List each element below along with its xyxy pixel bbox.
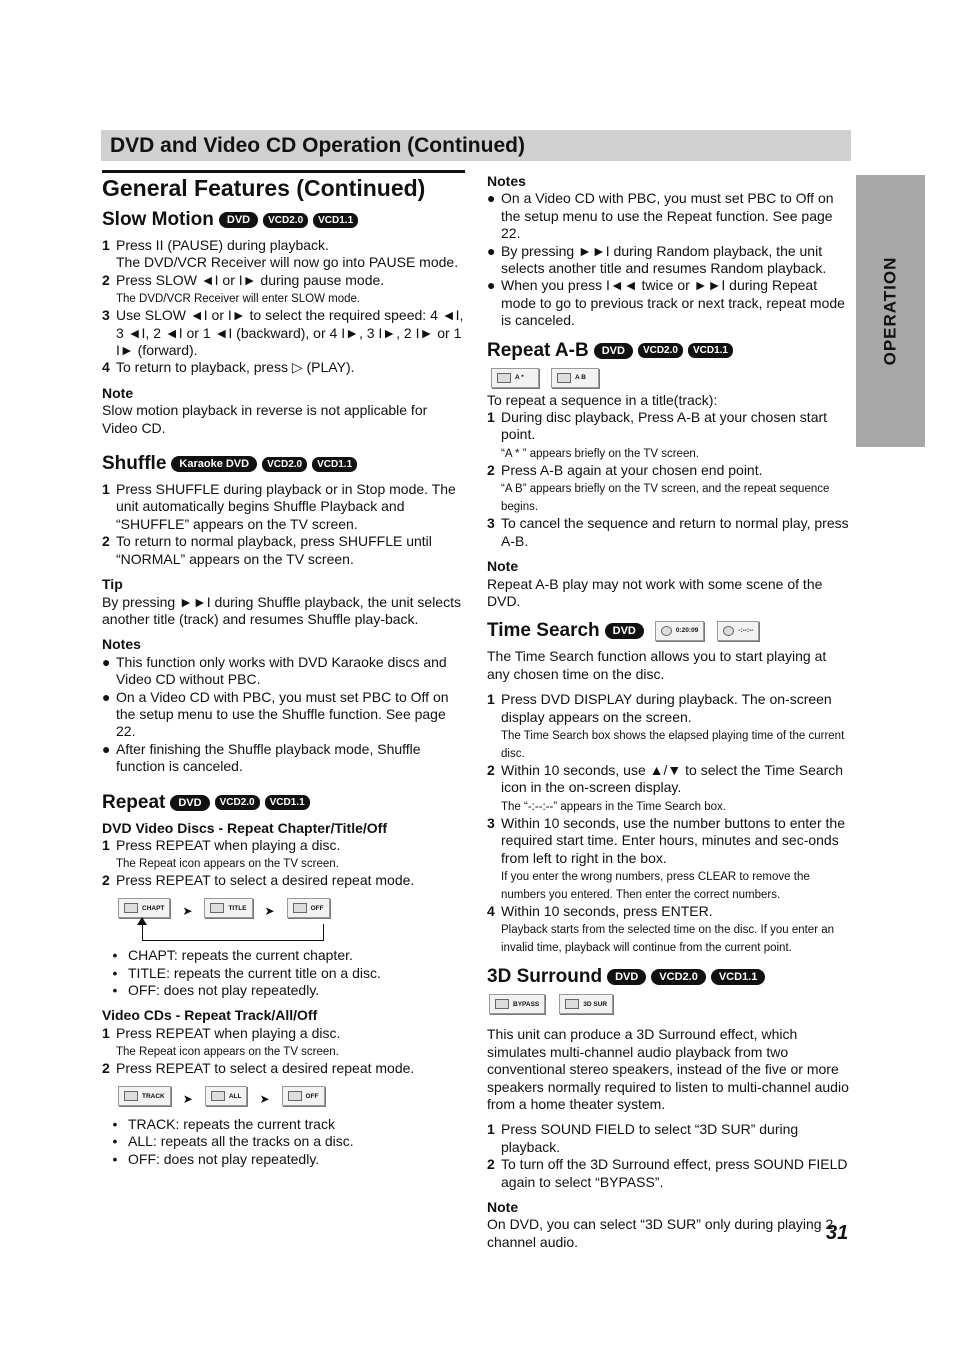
osd-time-elapsed: 0:20:09 [655, 621, 704, 641]
right-note-3: ● When you press I◄◄ twice or ►►I during Repeat mode to go to previous track or next track, repeat mode is canceled. [487, 277, 845, 329]
repeat-vcd-osd-sequence [118, 1085, 465, 1108]
osd-3d-sur: 3D SUR [559, 994, 613, 1014]
repeat-dvd-subhead: DVD Video Discs - Repeat Chapter/Title/Off [102, 819, 387, 836]
badge-dvd: DVD [170, 795, 209, 811]
repeat-vcd-subhead: Video CDs - Repeat Track/All/Off [102, 1007, 318, 1024]
badge-karaoke-dvd: Karaoke DVD [171, 456, 257, 472]
badge-vcd20: VCD2.0 [215, 795, 260, 810]
repeat-ab-title: Repeat A-B [487, 339, 589, 361]
shuffle-title: Shuffle [102, 453, 167, 475]
osd-track: TRACK [118, 1086, 171, 1106]
shuffle-note-3: ● After finishing the Shuffle playback mode, Shuffle function is canceled. [102, 740, 421, 775]
ts-step-4: 4 Within 10 seconds, press ENTER. Playback starts from the selected time on the disc. If you enter an invalid time, playback will continue from the current point. [487, 902, 835, 955]
badge-vcd20: VCD2.0 [651, 969, 706, 985]
ab-icon [497, 373, 511, 383]
ts-step-1: 1 Press DVD DISPLAY during playback. The on-screen display appears on the screen. The Time Search box shows the elapsed playing time of the current disc. [487, 691, 845, 760]
repeat-vcd-step-2: 2 Press REPEAT to select a desired repeat mode. [102, 1060, 415, 1077]
slow-motion-heading [102, 209, 465, 231]
ab-step-1: 1 During disc playback, Press A-B at your chosen start point. “A * ” appears briefly on the TV screen. [487, 409, 828, 460]
badge-vcd20: VCD2.0 [638, 343, 683, 358]
repeat-icon [211, 1091, 225, 1101]
arrow-right-icon: ➤ [264, 903, 275, 918]
page-title: DVD and Video CD Operation (Continued) [110, 134, 525, 157]
shuffle-note-1: ● This function only works with DVD Karaoke discs and Video CD without PBC. [102, 653, 447, 688]
repeat-icon [210, 903, 224, 913]
slow-note: Slow motion playback in reverse is not applicable for Video CD. [102, 402, 428, 436]
repeat-vcd-bullets: • TRACK: repeats the current track • ALL: repeats all the tracks on a disc. • OFF: does not play repeatedly. [112, 1116, 354, 1167]
slow-note-label: Note [102, 384, 134, 401]
clock-icon [723, 626, 734, 636]
osd-time-blank: -:--:-- [717, 621, 759, 641]
arrow-right-icon: ➤ [259, 1091, 270, 1106]
slow-step-3: 3 Use SLOW ◄I or I► to select the required speed: 4 ◄I, 3 ◄I, 2 ◄I or 1 ◄I (backward), or 4 I►, 3 I►, 2 I► or 1 I► (forward). [102, 307, 464, 359]
badge-vcd11: VCD1.1 [313, 213, 358, 228]
badge-vcd20: VCD2.0 [263, 213, 308, 228]
clock-icon [661, 626, 672, 636]
loop-back-arrow-icon [142, 924, 324, 941]
arrow-right-icon: ➤ [182, 1091, 193, 1106]
repeat-heading [102, 792, 465, 814]
surround-step-1: 1 Press SOUND FIELD to select “3D SUR” during playback. [487, 1121, 799, 1155]
badge-vcd20: VCD2.0 [262, 457, 307, 472]
arrow-right-icon: ➤ [182, 903, 193, 918]
side-tab [856, 175, 925, 447]
surround-note-label: Note [487, 1199, 519, 1216]
shuffle-heading [102, 453, 465, 475]
badge-dvd: DVD [594, 343, 633, 359]
repeat-vcd-step-1: 1 Press REPEAT when playing a disc. The Repeat icon appears on the TV screen. [102, 1024, 341, 1059]
badge-vcd11: VCD1.1 [265, 795, 310, 810]
repeat-icon [288, 1091, 302, 1101]
surround-osd [489, 994, 849, 1014]
time-search-title: Time Search [487, 620, 600, 642]
repeat-icon [293, 903, 307, 913]
slow-step-4: 4 To return to playback, press ▷ (PLAY). [102, 359, 355, 376]
shuffle-note-2: ● On a Video CD with PBC, you must set PBC to Off on the setup menu to use the Shuffle function. See page 22. [102, 688, 449, 740]
side-tab-label: OPERATION [880, 256, 900, 366]
time-search-heading [487, 620, 849, 642]
repeat-ab-note: Repeat A-B play may not work with some scene of the DVD. [487, 575, 823, 609]
slow-step-1: 1 Press II (PAUSE) during playback. The DVD/VCR Receiver will now go into PAUSE mode. [102, 237, 459, 271]
repeat-title: Repeat [102, 791, 166, 813]
badge-dvd: DVD [605, 623, 644, 639]
section-title: General Features (Continued) [102, 170, 465, 201]
osd-off: OFF [282, 1086, 325, 1106]
surround-title: 3D Surround [487, 966, 603, 988]
right-notes-label: Notes [487, 173, 526, 189]
osd-title: TITLE [204, 898, 252, 918]
badge-vcd11: VCD1.1 [312, 457, 357, 472]
ab-step-3: 3 To cancel the sequence and return to normal play, press A-B. [487, 515, 849, 549]
repeat-ab-heading [487, 340, 849, 362]
osd-off: OFF [287, 898, 330, 918]
surround-note: On DVD, you can select “3D SUR” only during playing 2 channel audio. [487, 1216, 834, 1250]
repeat-dvd-bullets: • CHAPT: repeats the current chapter. • TITLE: repeats the current title on a disc. • OFF: does not play repeatedly. [112, 947, 381, 998]
speaker-icon [495, 999, 509, 1009]
osd-all: ALL [205, 1086, 248, 1106]
time-search-intro: The Time Search function allows you to start playing at any chosen time on the disc. [487, 648, 827, 682]
page-number: 31 [826, 1222, 849, 1244]
badge-vcd11: VCD1.1 [711, 969, 766, 985]
right-column [487, 173, 849, 1251]
shuffle-notes-label: Notes [102, 636, 141, 653]
repeat-icon [124, 903, 138, 913]
surround-heading [487, 966, 849, 988]
badge-dvd: DVD [607, 969, 646, 985]
speaker-icon [565, 999, 579, 1009]
repeat-dvd-step-2: 2 Press REPEAT to select a desired repeat mode. [102, 872, 415, 889]
surround-step-2: 2 To turn off the 3D Surround effect, press SOUND FIELD again to select “BYPASS”. [487, 1156, 848, 1190]
osd-a-b: A B [551, 368, 599, 388]
badge-dvd: DVD [219, 212, 258, 228]
repeat-ab-note-label: Note [487, 558, 519, 575]
surround-intro: This unit can produce a 3D Surround effect, which simulates multi-channel audio playback from two conventional stereo speakers, instead of the five or more speakers normally required to listen to multi-channel audio from a home theater system. [487, 1026, 849, 1112]
slow-step-2: 2 Press SLOW ◄I or I► during pause mode. The DVD/VCR Receiver will enter SLOW mode. [102, 271, 385, 306]
repeat-ab-intro: To repeat a sequence in a title(track): [487, 391, 718, 408]
ts-step-3: 3 Within 10 seconds, use the number buttons to enter the required start time. Enter hours, minutes and sec-onds from left to right in the box. If you enter the wrong numbers, press CLEAR to remove the numbers you entered. Then enter the correct numbers. [487, 814, 845, 901]
shuffle-tip: By pressing ►►I during Shuffle playback, the unit selects another title (track) and resumes Shuffle play-back. [102, 593, 461, 627]
repeat-icon [124, 1091, 138, 1101]
right-note-1: ● On a Video CD with PBC, you must set PBC to Off on the setup menu to use the Repeat function. See page 22. [487, 190, 834, 242]
repeat-ab-osd [491, 368, 849, 388]
shuffle-step-1: 1 Press SHUFFLE during playback or in Stop mode. The unit automatically begins Shuffle Playback and “SHUFFLE” appears on the TV screen. [102, 481, 456, 532]
repeat-dvd-step-1: 1 Press REPEAT when playing a disc. The Repeat icon appears on the TV screen. [102, 836, 341, 871]
slow-motion-title: Slow Motion [102, 209, 214, 230]
repeat-dvd-osd-sequence [118, 897, 465, 920]
osd-a-star: A * [491, 368, 539, 388]
ab-step-2: 2 Press A-B again at your chosen end point. “A B” appears briefly on the TV screen, and the repeat sequence begins. [487, 461, 830, 514]
osd-chapt: CHAPT [118, 898, 170, 918]
ts-step-2: 2 Within 10 seconds, use ▲/▼ to select the Time Search icon in the on-screen display. The “-:--:--” appears in the Time Search box. [487, 761, 844, 813]
right-note-2: ● By pressing ►►I during Random playback, the unit selects another title and resumes Random playback. [487, 242, 827, 277]
shuffle-step-2: 2 To return to normal playback, press SHUFFLE until “NORMAL” appears on the TV screen. [102, 533, 432, 567]
shuffle-tip-label: Tip [102, 576, 123, 593]
ab-icon [557, 373, 571, 383]
badge-vcd11: VCD1.1 [688, 343, 733, 358]
left-column [102, 170, 465, 1168]
osd-bypass: BYPASS [489, 994, 545, 1014]
